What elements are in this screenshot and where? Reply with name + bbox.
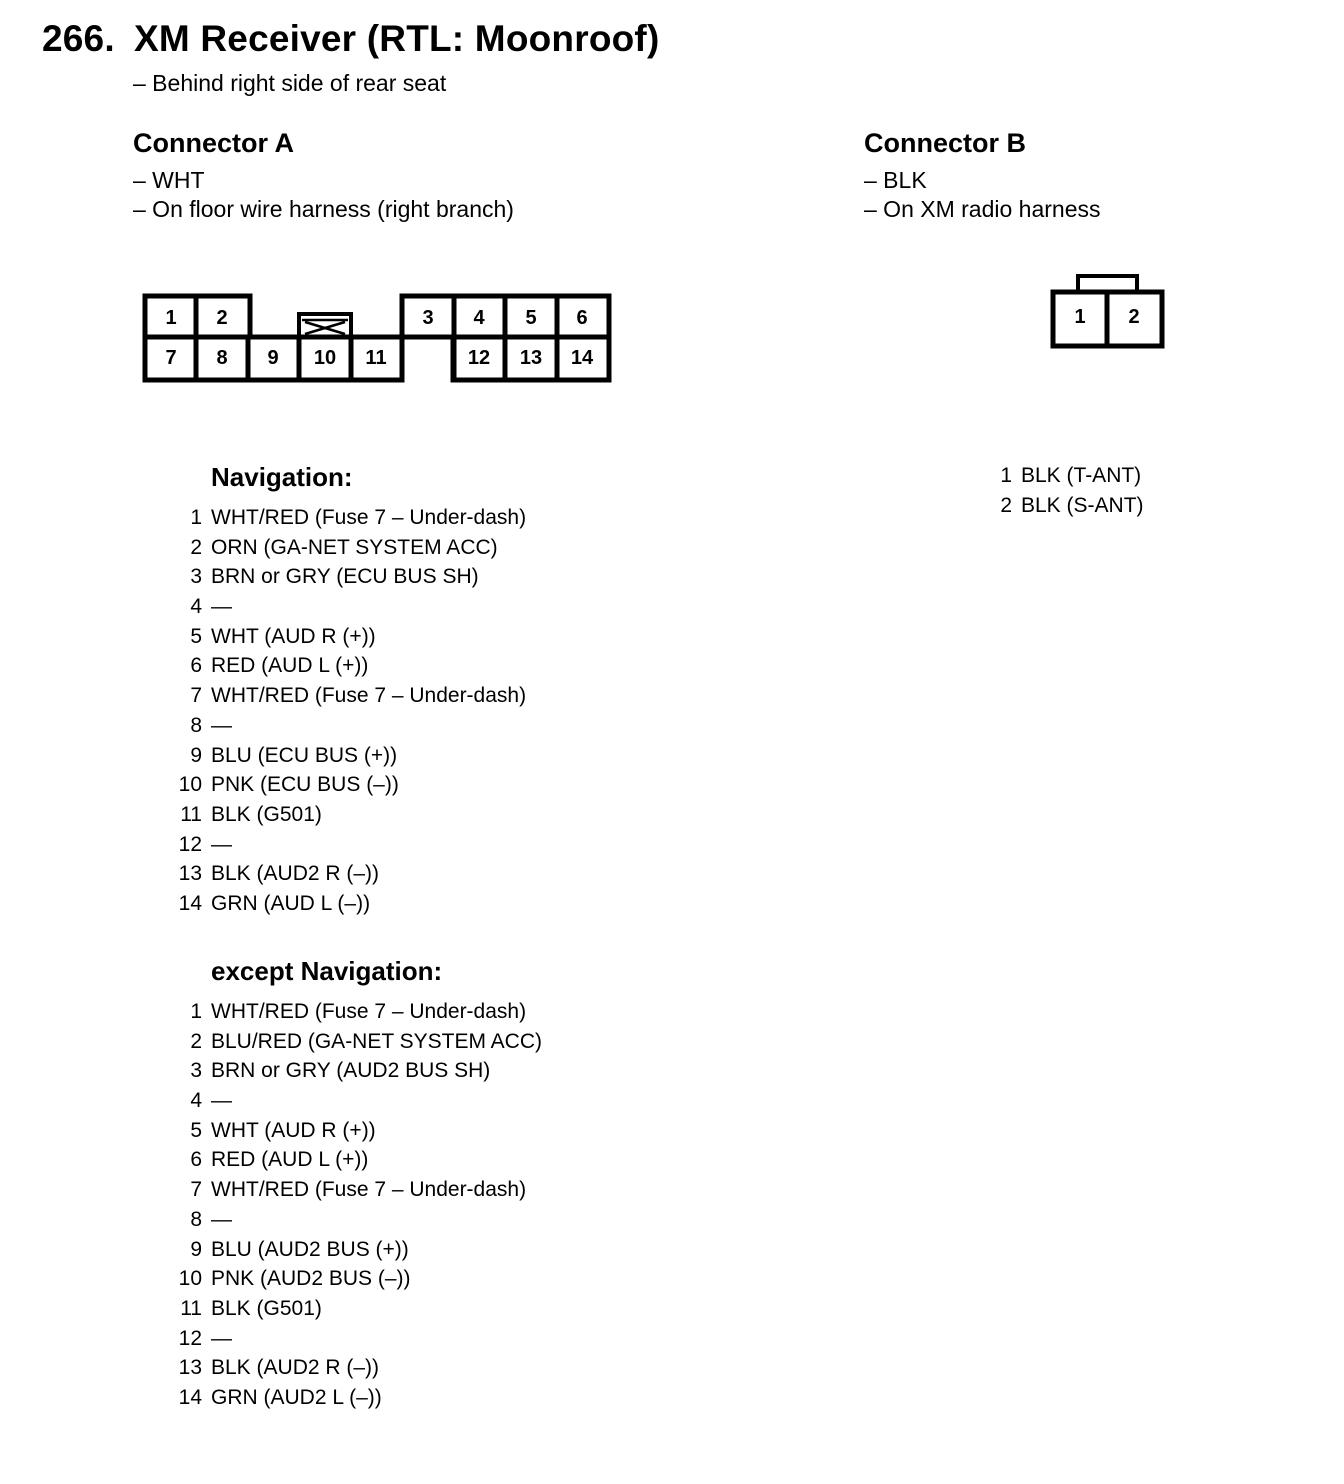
pin-description: BLU/RED (GA-NET SYSTEM ACC) xyxy=(211,1029,542,1053)
pin-description: — xyxy=(211,713,232,737)
pin-description: BRN or GRY (ECU BUS SH) xyxy=(211,565,479,589)
pin-description: BLK (AUD2 R (–)) xyxy=(211,1356,380,1380)
pin-number: 1 xyxy=(190,1000,202,1023)
pin-number: 10 xyxy=(178,1267,202,1291)
pin-row xyxy=(170,711,526,741)
pin-number: 14 xyxy=(178,1385,202,1409)
pin-row xyxy=(170,770,526,800)
pin-number: 5 xyxy=(190,1118,202,1142)
pin-row xyxy=(170,1086,542,1116)
pin-number: 3 xyxy=(190,1059,202,1083)
cavity-a-1: 1 xyxy=(165,307,177,329)
navigation-pin-list xyxy=(170,503,526,919)
pin-row xyxy=(170,1116,542,1146)
pin-number: 14 xyxy=(178,891,202,915)
except-navigation-heading: except Navigation: xyxy=(211,956,443,986)
pin-description: WHT/RED (Fuse 7 – Under-dash) xyxy=(211,684,527,708)
pin-description: — xyxy=(211,1326,232,1350)
pin-row xyxy=(170,1056,542,1086)
pin-row xyxy=(170,651,526,681)
pin-number: 10 xyxy=(178,773,202,797)
pin-number: 5 xyxy=(190,624,202,648)
pin-number: 2 xyxy=(190,535,202,559)
pin-row xyxy=(170,997,542,1027)
pin-description: PNK (AUD2 BUS (–)) xyxy=(211,1267,411,1291)
cavity-a-8: 8 xyxy=(216,347,228,369)
pin-number: 2 xyxy=(1000,494,1012,517)
pin-description: WHT/RED (Fuse 7 – Under-dash) xyxy=(211,506,527,529)
pin-description: BLK (AUD2 R (–)) xyxy=(211,862,380,886)
pin-description: BLK (G501) xyxy=(211,1296,322,1320)
connector-a-location: – On floor wire harness (right branch) xyxy=(133,196,514,222)
pin-number: 6 xyxy=(190,654,202,678)
title-number: 266. xyxy=(42,18,115,59)
pin-row xyxy=(170,1205,542,1235)
pin-number: 8 xyxy=(190,713,202,737)
connector-a-color: – WHT xyxy=(133,167,205,193)
pin-row xyxy=(170,741,526,771)
pin-description: BLK (T-ANT) xyxy=(1021,464,1142,487)
connector-b-pin-list xyxy=(990,461,1144,521)
pin-row xyxy=(990,461,1144,491)
pin-description: RED (AUD L (+)) xyxy=(211,654,369,678)
connector-b-color: – BLK xyxy=(864,167,927,193)
cavity-b-2: 2 xyxy=(1128,306,1140,328)
pin-description: WHT (AUD R (+)) xyxy=(211,624,376,648)
pin-row xyxy=(170,830,526,860)
cavity-a-11: 11 xyxy=(365,347,387,369)
cavity-a-4: 4 xyxy=(473,307,485,329)
component-location: – Behind right side of rear seat xyxy=(133,70,447,96)
pin-number: 9 xyxy=(190,1237,202,1261)
pin-row xyxy=(170,681,526,711)
cavity-a-5: 5 xyxy=(525,307,537,329)
pin-number: 11 xyxy=(180,1296,202,1320)
pin-description: WHT/RED (Fuse 7 – Under-dash) xyxy=(211,1000,527,1023)
pin-row xyxy=(170,622,526,652)
pin-description: — xyxy=(211,595,232,619)
pin-description: BLU (ECU BUS (+)) xyxy=(211,743,398,767)
pin-number: 1 xyxy=(1000,464,1012,487)
cavity-a-13: 13 xyxy=(519,347,543,369)
pin-number: 11 xyxy=(180,802,202,826)
cavity-a-7: 7 xyxy=(165,347,177,369)
pin-description: — xyxy=(211,1207,232,1231)
title-text: XM Receiver (RTL: Moonroof) xyxy=(134,18,660,59)
pin-description: BRN or GRY (AUD2 BUS SH) xyxy=(211,1059,491,1083)
pin-number: 4 xyxy=(190,595,202,619)
cavity-a-12: 12 xyxy=(467,347,491,369)
cavity-a-9: 9 xyxy=(267,347,279,369)
pin-number: 6 xyxy=(190,1148,202,1172)
pin-description: ORN (GA-NET SYSTEM ACC) xyxy=(211,535,498,559)
pin-row xyxy=(170,1235,542,1265)
pin-row xyxy=(170,562,526,592)
pin-row xyxy=(170,1145,542,1175)
except-navigation-pin-list xyxy=(170,997,542,1413)
page-title xyxy=(42,18,659,60)
pin-row xyxy=(170,503,526,533)
pin-number: 3 xyxy=(190,565,202,589)
pin-number: 1 xyxy=(190,506,202,529)
pin-description: — xyxy=(211,1089,232,1113)
pin-row xyxy=(170,592,526,622)
connector-a-heading: Connector A xyxy=(133,128,294,158)
pin-description: BLK (G501) xyxy=(211,802,322,826)
pin-number: 13 xyxy=(178,1356,202,1380)
cavity-b-1: 1 xyxy=(1074,306,1086,328)
navigation-heading: Navigation: xyxy=(211,462,353,492)
connector-b-location: – On XM radio harness xyxy=(864,196,1101,222)
pin-number: 13 xyxy=(178,862,202,886)
pin-description: — xyxy=(211,832,232,856)
pin-number: 12 xyxy=(178,832,202,856)
pin-number: 9 xyxy=(190,743,202,767)
pin-description: BLU (AUD2 BUS (+)) xyxy=(211,1237,409,1261)
pin-description: GRN (AUD L (–)) xyxy=(211,891,371,915)
pin-row xyxy=(170,1353,542,1383)
pin-row xyxy=(170,859,526,889)
pin-description: PNK (ECU BUS (–)) xyxy=(211,773,399,797)
pin-row xyxy=(990,491,1144,521)
pin-row xyxy=(170,1324,542,1354)
connector-b-heading: Connector B xyxy=(864,128,1026,158)
pin-row xyxy=(170,1294,542,1324)
pin-row xyxy=(170,889,526,919)
pin-number: 12 xyxy=(178,1326,202,1350)
pin-number: 2 xyxy=(190,1029,202,1053)
pin-row xyxy=(170,1264,542,1294)
pin-description: GRN (AUD2 L (–)) xyxy=(211,1385,382,1409)
pin-number: 7 xyxy=(190,684,202,708)
cavity-a-3: 3 xyxy=(422,307,434,329)
pin-number: 4 xyxy=(190,1089,202,1113)
connector-b-diagram xyxy=(1040,265,1180,355)
pin-row xyxy=(170,533,526,563)
cavity-a-14: 14 xyxy=(570,347,594,369)
pin-number: 8 xyxy=(190,1207,202,1231)
pin-row xyxy=(170,800,526,830)
cavity-a-10: 10 xyxy=(313,347,337,369)
cavity-a-2: 2 xyxy=(216,307,228,329)
pin-description: RED (AUD L (+)) xyxy=(211,1148,369,1172)
pin-description: WHT (AUD R (+)) xyxy=(211,1118,376,1142)
connector-a-diagram xyxy=(130,285,630,395)
pin-row xyxy=(170,1383,542,1413)
pin-description: WHT/RED (Fuse 7 – Under-dash) xyxy=(211,1178,527,1202)
pin-row xyxy=(170,1027,542,1057)
pin-row xyxy=(170,1175,542,1205)
pin-description: BLK (S-ANT) xyxy=(1021,494,1144,517)
pin-number: 7 xyxy=(190,1178,202,1202)
cavity-a-6: 6 xyxy=(576,307,588,329)
